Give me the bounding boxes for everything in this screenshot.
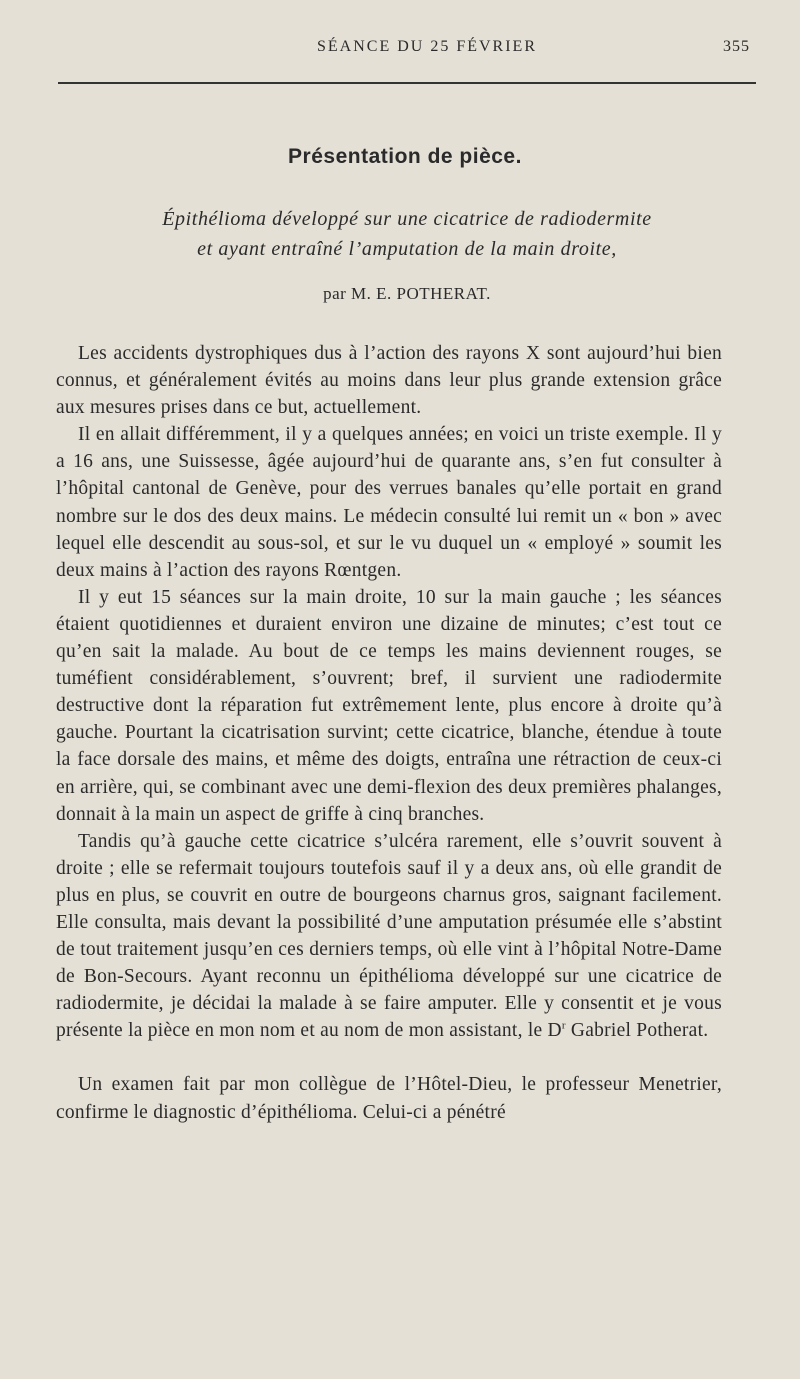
section-title: Présentation de pièce. (288, 145, 522, 168)
subtitle-line-1: Épithélioma développé sur une cicatrice de radiodermite (162, 208, 652, 230)
article-subtitle (56, 204, 758, 264)
superscript: r (561, 1019, 566, 1032)
paragraph-4-end: Gabriel Potherat. (565, 1020, 709, 1042)
paragraph-1: Les accidents dystrophiques dus à l’action des rayons X sont aujourd’hui bien connus, et généralement évités au moins dans leur plus grande extension grâce aux mesures prises dans ce but, actuellement. (56, 343, 722, 419)
article-body (56, 340, 722, 1126)
subtitle-line-2: et ayant entraîné l’amputation de la main droite, (197, 238, 617, 260)
page-number: 355 (723, 38, 750, 55)
paragraph-5: Un examen fait par mon collègue de l’Hôtel-Dieu, le professeur Menetrier, confirme le diagnostic d’épithélioma. Celui-ci a pénétré (56, 1074, 722, 1123)
running-title: SÉANCE DU 25 FÉVRIER (316, 38, 537, 55)
paragraph-4-text: Tandis qu’à gauche cette cicatrice s’ulcéra rarement, elle s’ouvrit souvent à droite ; elle se refermait toujours toutefois sauf il y a deux ans, où elle grandit de plus en plus, se couvrit en outre de bourgeons charnus gros, saignant facilement. Elle consulta, mais devant la possibilité d’une amputation présumée elle s’abstint de tout traitement jusqu’en ces derniers temps, où elle vint à l’hôpital Notre-Dame de Bon-Secours. Ayant reconnu un épithélioma développé sur une cicatrice de radiodermite, je décidai la malade à se faire amputer. Elle y consentit et je vous présente la pièce en mon nom et au nom de mon assistant, le D (56, 830, 722, 1042)
paragraph-3: Il y eut 15 séances sur la main droite, 10 sur la main gauche ; les séances étaient quotidiennes et duraient environ une dizaine de minutes; c’est tout ce qu’en sait la malade. Au bout de ce temps les mains deviennent rouges, se tuméfient considérablement, s’ouvrent; bref, il survient une radiodermite destructive dont la réparation fut extrêmement lente, plus encore à droite qu’à gauche. Pourtant la cicatrisation survint; cette cicatrice, blanche, étendue à toute la face dorsale des mains, et même des doigts, entraîna une rétraction de ceux-ci en arrière, qui, se combinant avec une demi-flexion des deux premières phalanges, donnait à la main un aspect de griffe à cinq branches. (56, 586, 722, 825)
running-head (56, 38, 758, 60)
author-byline: par M. E. POTHERAT. (323, 284, 491, 303)
header-rule (58, 82, 756, 84)
paragraph-4 (56, 828, 722, 1045)
paragraph-2: Il en allait différemment, il y a quelques années; en voici un triste exemple. Il y a 16 ans, une Suissesse, âgée aujourd’hui de quarante ans, s’en fut consulter à l’hôpital cantonal de Genève, pour des verrues banales qu’elle portait en grand nombre sur le dos des deux mains. Le médecin consulté lui remit un « bon » avec lequel elle descendit au sous-sol, et sur le vu duquel un « employé » soumit les deux mains à l’action des rayons Rœntgen. (56, 424, 722, 581)
